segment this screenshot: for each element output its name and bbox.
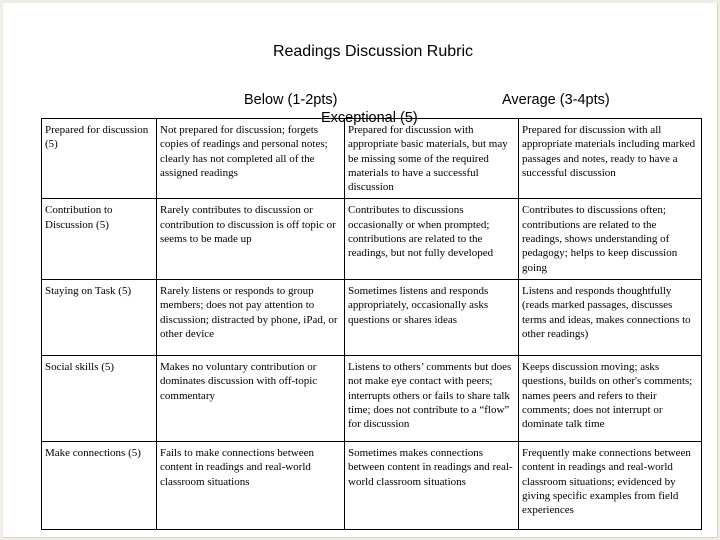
average-cell: Listens to others’ comments but does not make eye contact with peers; interrupts others or fails to share talk time; does not contribute to a “flow” for discussion <box>345 355 519 441</box>
criterion-cell: Make connections (5) <box>42 441 157 529</box>
criterion-cell: Staying on Task (5) <box>42 279 157 355</box>
below-cell: Rarely listens or responds to group members; does not pay attention to discussion; distracted by phone, iPad, or other device <box>157 279 345 355</box>
table-row <box>42 441 702 529</box>
slide <box>3 3 718 538</box>
exceptional-cell: Keeps discussion moving; asks questions, builds on other's comments; names peers and refers to their comments; does not interrupt or dominate talk time <box>519 355 702 441</box>
exceptional-cell: Contributes to discussions often; contributions are related to the readings, shows understanding of pedagogy; helps to keep discussion going <box>519 199 702 279</box>
rubric-table <box>41 118 702 530</box>
below-cell: Makes no voluntary contribution or dominates discussion with off-topic commentary <box>157 355 345 441</box>
table-row <box>42 199 702 279</box>
exceptional-cell: Listens and responds thoughtfully (reads marked passages, discusses terms and ideas, makes connections to other readings) <box>519 279 702 355</box>
exceptional-cell: Prepared for discussion with all appropriate materials including marked passages and notes, ready to have a successful discussion <box>519 119 702 199</box>
average-cell: Contributes to discussions occasionally or when prompted; contributions are related to the readings, but not fully developed <box>345 199 519 279</box>
criterion-cell: Prepared for discussion (5) <box>42 119 157 199</box>
table-row <box>42 279 702 355</box>
criterion-cell: Social skills (5) <box>42 355 157 441</box>
average-cell: Sometimes makes connections between content in readings and real-world classroom situations <box>345 441 519 529</box>
header-average: Average (3-4pts) <box>502 92 610 108</box>
exceptional-cell: Frequently make connections between content in readings and real-world classroom situations; evidenced by giving specific examples from field experiences <box>519 441 702 529</box>
below-cell: Rarely contributes to discussion or contribution to discussion is off topic or seems to be made up <box>157 199 345 279</box>
below-cell: Fails to make connections between content in readings and real-world classroom situations <box>157 441 345 529</box>
header-exceptional: Exceptional (5) <box>321 110 418 126</box>
header-below: Below (1-2pts) <box>244 92 338 108</box>
criterion-cell: Contribution to Discussion (5) <box>42 199 157 279</box>
average-cell: Sometimes listens and responds appropriately, occasionally asks questions or shares ideas <box>345 279 519 355</box>
table-row <box>42 119 702 199</box>
average-cell: Prepared for discussion with appropriate basic materials, but may be missing some of the required materials to have a successful discussion <box>345 119 519 199</box>
table-row <box>42 355 702 441</box>
below-cell: Not prepared for discussion; forgets copies of readings and personal notes; clearly has not completed all of the assigned readings <box>157 119 345 199</box>
page-title: Readings Discussion Rubric <box>272 43 474 60</box>
